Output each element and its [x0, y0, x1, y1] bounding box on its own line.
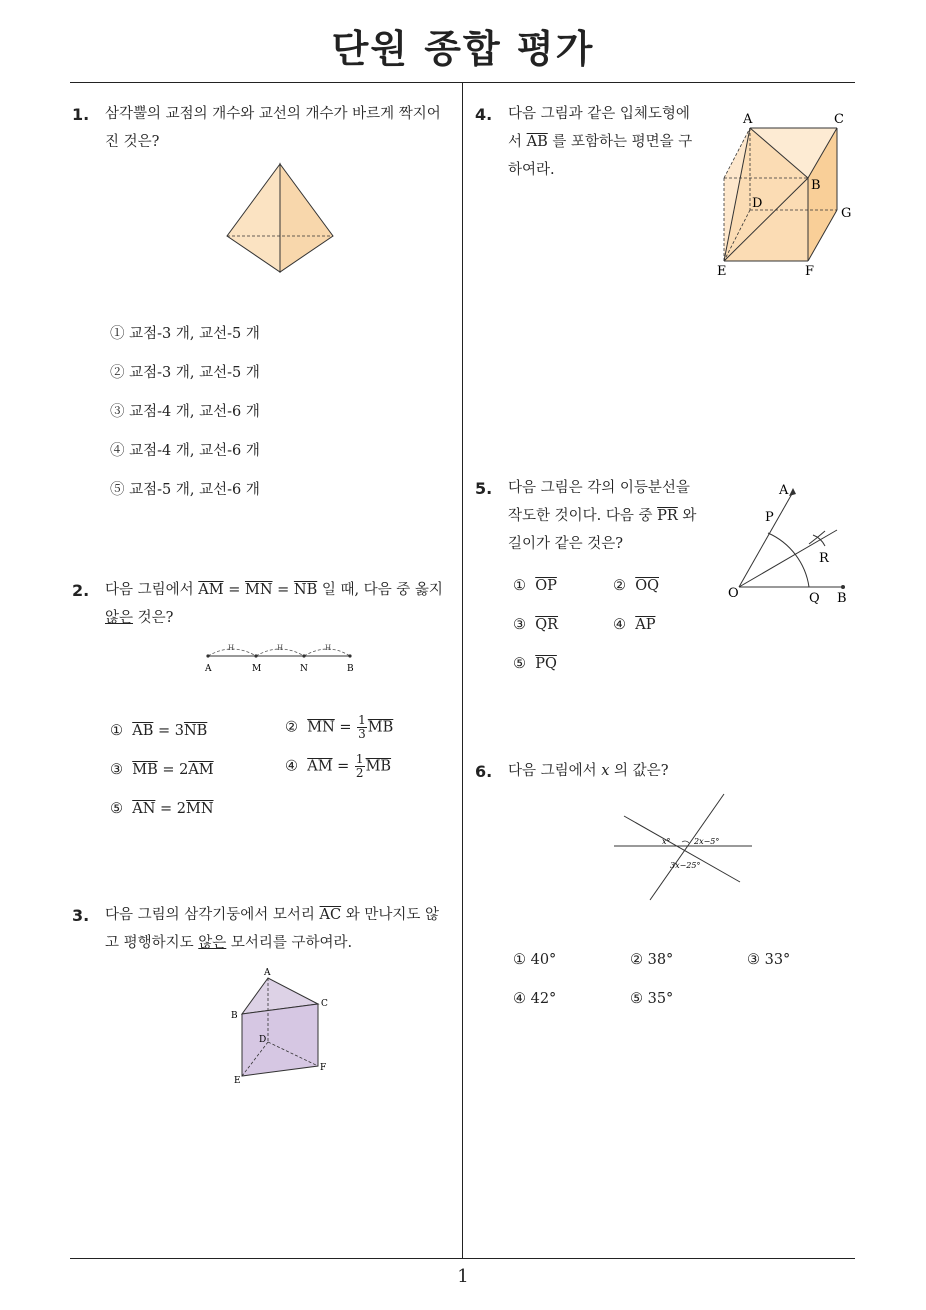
- q3-label-c: C: [321, 999, 328, 1009]
- q4-label-f: F: [805, 264, 815, 279]
- q2-segment-figure: [200, 640, 360, 676]
- q5-label-q: Q: [809, 591, 820, 606]
- q5-label-p: P: [765, 510, 774, 525]
- q5-label-a: A: [779, 483, 789, 498]
- q3-label-a: A: [264, 968, 271, 978]
- q6-text: 다음 그림에서 x 의 값은?: [508, 763, 669, 779]
- q6-option-5[interactable]: ⑤ 35°: [630, 991, 674, 1007]
- q2-label-n: N: [300, 664, 308, 674]
- page-title: 단원 종합 평가: [331, 27, 595, 71]
- q2-label-b: B: [347, 664, 354, 674]
- q1-pyramid-figure: [225, 160, 335, 275]
- q2-option-1[interactable]: ① $\overline{AB} = 3\overline{NB}$: [110, 723, 208, 739]
- q3-label-e: E: [234, 1076, 241, 1086]
- q1-option-4[interactable]: ④ 교점-4 개, 교선-6 개: [110, 443, 260, 459]
- q2-tick-3: H: [325, 644, 332, 652]
- q5-option-3[interactable]: ③ $\overline{QR}$: [513, 617, 559, 633]
- footer-divider: [70, 1258, 855, 1259]
- q6-label-2x: 2x−5°: [694, 837, 720, 846]
- q2-option-3[interactable]: ③ $\overline{MB} = 2\overline{AM}$: [110, 762, 214, 778]
- q4-label-c: C: [834, 112, 844, 127]
- q4-label-e: E: [717, 264, 727, 279]
- q2-option-5[interactable]: ⑤ $\overline{AN} = 2\overline{MN}$: [110, 801, 214, 817]
- q2-number: 2.: [72, 581, 90, 600]
- q3-label-f: F: [320, 1063, 327, 1073]
- q4-label-g: G: [841, 206, 852, 221]
- page-number: 1: [457, 1266, 469, 1287]
- q6-label-x: x°: [662, 837, 671, 846]
- q1-option-1[interactable]: ① 교점-3 개, 교선-5 개: [110, 326, 260, 342]
- q6-angles-figure: [612, 790, 757, 905]
- q1-option-3[interactable]: ③ 교점-4 개, 교선-6 개: [110, 404, 260, 420]
- q6-label-3x: 3x−25°: [670, 861, 701, 870]
- q1-option-2[interactable]: ② 교점-3 개, 교선-5 개: [110, 365, 260, 381]
- q3-number: 3.: [72, 906, 90, 925]
- q2-tick-1: H: [228, 644, 235, 652]
- q6-option-1[interactable]: ① 40°: [513, 952, 557, 968]
- q5-option-1[interactable]: ① $\overline{OP}$: [513, 578, 557, 594]
- q6-option-4[interactable]: ④ 42°: [513, 991, 557, 1007]
- q2-text: 다음 그림에서 $\overline{AM} = \overline{MN} = \overline{NB}$ 일 때, 다음 중 옳지 않은 것은?: [105, 582, 443, 626]
- q3-label-d: D: [259, 1035, 267, 1045]
- q5-option-2[interactable]: ② $\overline{OQ}$: [613, 578, 659, 594]
- q1-number: 1.: [72, 105, 90, 124]
- q6-option-2[interactable]: ② 38°: [630, 952, 674, 968]
- column-divider: [462, 82, 463, 1259]
- q4-label-d: D: [752, 196, 763, 211]
- q5-text: 다음 그림은 각의 이등분선을 작도한 것이다. 다음 중 $\overline{PR}$ 와 길이가 같은 것은?: [508, 480, 697, 552]
- q2-label-a: A: [205, 664, 212, 674]
- q5-option-5[interactable]: ⑤ $\overline{PQ}$: [513, 656, 557, 672]
- q2-label-m: M: [252, 664, 262, 674]
- q5-label-o: O: [728, 586, 739, 601]
- q5-label-b: B: [837, 591, 847, 606]
- q4-label-a: A: [743, 112, 753, 127]
- q4-label-b: B: [811, 178, 821, 193]
- q3-prism-figure: [228, 966, 338, 1086]
- q5-option-4[interactable]: ④ $\overline{AP}$: [613, 617, 656, 633]
- q4-text: 다음 그림과 같은 입체도형에 서 $\overline{AB}$ 를 포함하는 평면을 구 하여라.: [508, 106, 693, 178]
- q2-option-2[interactable]: ② $\overline{MN}$ = $\frac{1}{3}$ $\overline{MB}$: [285, 713, 394, 741]
- q1-option-5[interactable]: ⑤ 교점-5 개, 교선-6 개: [110, 482, 260, 498]
- q3-label-b: B: [231, 1011, 238, 1021]
- q5-label-r: R: [819, 551, 829, 566]
- q6-option-3[interactable]: ③ 33°: [747, 952, 791, 968]
- q4-number: 4.: [475, 105, 493, 124]
- q2-tick-2: H: [277, 644, 284, 652]
- q5-number: 5.: [475, 479, 493, 498]
- q5-bisector-figure: [725, 478, 860, 608]
- q4-solid-figure: [712, 108, 857, 280]
- q3-text: 다음 그림의 삼각기둥에서 모서리 $\overline{AC}$ 와 만나지도 않 고 평행하지도 않은 모서리를 구하여라.: [105, 907, 439, 951]
- q2-option-4[interactable]: ④ $\overline{AM}$ = $\frac{1}{2}$ $\overline{MB}$: [285, 752, 392, 780]
- q6-number: 6.: [475, 762, 493, 781]
- q1-text: 삼각뿔의 교점의 개수와 교선의 개수가 바르게 짝지어 진 것은?: [105, 106, 441, 150]
